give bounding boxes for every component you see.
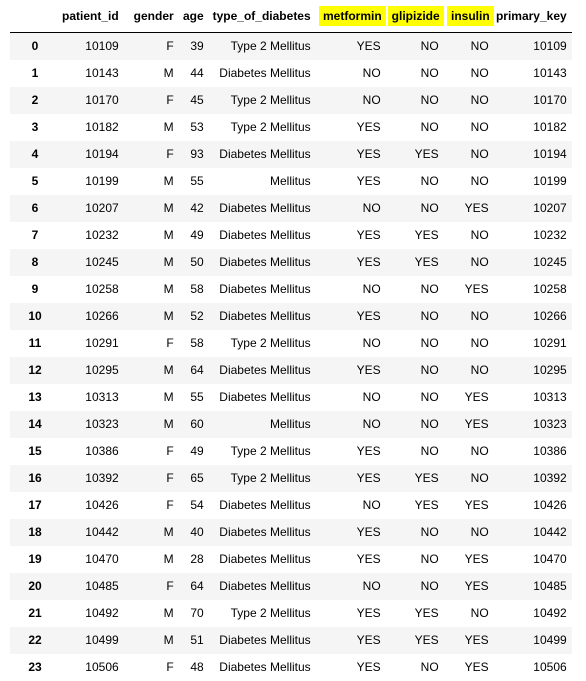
column-header-primary-key <box>494 0 572 32</box>
cell-patient-id: 10492 <box>60 600 124 627</box>
cell-metformin: YES <box>316 627 386 654</box>
cell-age: 64 <box>179 357 209 384</box>
column-header-label: glipizide <box>388 6 444 26</box>
cell-patient-id: 10426 <box>60 492 124 519</box>
cell-metformin: YES <box>316 168 386 195</box>
row-index: 9 <box>10 276 60 303</box>
row-index: 23 <box>10 654 60 681</box>
row-index: 18 <box>10 519 60 546</box>
cell-patient-id: 10266 <box>60 303 124 330</box>
cell-patient-id: 10295 <box>60 357 124 384</box>
cell-metformin: NO <box>316 384 386 411</box>
cell-primary-key: 10207 <box>494 195 572 222</box>
cell-insulin: YES <box>444 627 494 654</box>
cell-age: 45 <box>179 87 209 114</box>
row-index: 10 <box>10 303 60 330</box>
row-index: 20 <box>10 573 60 600</box>
cell-insulin: NO <box>444 519 494 546</box>
cell-patient-id: 10245 <box>60 249 124 276</box>
cell-gender: F <box>124 330 179 357</box>
table-row <box>10 438 572 465</box>
cell-type-of-diabetes: Diabetes Mellitus <box>209 303 316 330</box>
cell-age: 50 <box>179 249 209 276</box>
cell-patient-id: 10258 <box>60 276 124 303</box>
cell-glipizide: NO <box>386 411 444 438</box>
cell-insulin: NO <box>444 60 494 87</box>
cell-age: 55 <box>179 384 209 411</box>
cell-type-of-diabetes: Diabetes Mellitus <box>209 276 316 303</box>
column-header-gender <box>124 0 179 32</box>
cell-glipizide: NO <box>386 438 444 465</box>
cell-type-of-diabetes: Diabetes Mellitus <box>209 573 316 600</box>
table-row <box>10 411 572 438</box>
cell-patient-id: 10291 <box>60 330 124 357</box>
cell-gender: F <box>124 654 179 681</box>
column-header-label: age <box>182 8 204 23</box>
cell-glipizide: YES <box>386 627 444 654</box>
cell-metformin: NO <box>316 60 386 87</box>
cell-age: 49 <box>179 222 209 249</box>
table-row <box>10 32 572 60</box>
header-row <box>10 0 572 32</box>
row-index: 17 <box>10 492 60 519</box>
table-row <box>10 168 572 195</box>
row-index: 21 <box>10 600 60 627</box>
column-header-label: primary_key <box>495 8 567 23</box>
row-index: 19 <box>10 546 60 573</box>
cell-gender: M <box>124 357 179 384</box>
cell-insulin: NO <box>444 249 494 276</box>
cell-metformin: NO <box>316 573 386 600</box>
cell-gender: M <box>124 600 179 627</box>
cell-metformin: NO <box>316 276 386 303</box>
column-header-label: type_of_diabetes <box>212 8 311 23</box>
cell-glipizide: YES <box>386 600 444 627</box>
cell-age: 49 <box>179 438 209 465</box>
cell-gender: M <box>124 519 179 546</box>
table-row <box>10 114 572 141</box>
cell-type-of-diabetes: Diabetes Mellitus <box>209 357 316 384</box>
row-index: 1 <box>10 60 60 87</box>
cell-gender: F <box>124 87 179 114</box>
cell-insulin: NO <box>444 114 494 141</box>
table-row <box>10 600 572 627</box>
cell-insulin: YES <box>444 573 494 600</box>
cell-metformin: NO <box>316 330 386 357</box>
cell-insulin: NO <box>444 438 494 465</box>
cell-type-of-diabetes: Diabetes Mellitus <box>209 60 316 87</box>
cell-patient-id: 10506 <box>60 654 124 681</box>
cell-gender: M <box>124 195 179 222</box>
cell-type-of-diabetes: Diabetes Mellitus <box>209 222 316 249</box>
dataframe-table <box>10 0 572 681</box>
cell-type-of-diabetes: Type 2 Mellitus <box>209 32 316 60</box>
cell-metformin: YES <box>316 32 386 60</box>
cell-glipizide: NO <box>386 654 444 681</box>
cell-type-of-diabetes: Type 2 Mellitus <box>209 465 316 492</box>
table-row <box>10 60 572 87</box>
cell-primary-key: 10386 <box>494 438 572 465</box>
column-header-metformin <box>316 0 386 32</box>
cell-insulin: NO <box>444 357 494 384</box>
column-header-label: metformin <box>319 6 386 26</box>
table-row <box>10 141 572 168</box>
cell-patient-id: 10182 <box>60 114 124 141</box>
cell-primary-key: 10245 <box>494 249 572 276</box>
cell-patient-id: 10170 <box>60 87 124 114</box>
cell-metformin: YES <box>316 546 386 573</box>
cell-primary-key: 10506 <box>494 654 572 681</box>
table-row <box>10 546 572 573</box>
cell-age: 44 <box>179 60 209 87</box>
cell-metformin: NO <box>316 87 386 114</box>
cell-metformin: YES <box>316 303 386 330</box>
cell-metformin: YES <box>316 519 386 546</box>
cell-type-of-diabetes: Diabetes Mellitus <box>209 519 316 546</box>
table-row <box>10 87 572 114</box>
cell-patient-id: 10485 <box>60 573 124 600</box>
cell-insulin: NO <box>444 600 494 627</box>
cell-glipizide: NO <box>386 276 444 303</box>
cell-gender: M <box>124 384 179 411</box>
cell-type-of-diabetes: Diabetes Mellitus <box>209 492 316 519</box>
cell-gender: F <box>124 438 179 465</box>
cell-insulin: NO <box>444 303 494 330</box>
column-header-label: patient_id <box>62 8 119 23</box>
cell-patient-id: 10199 <box>60 168 124 195</box>
table-row <box>10 519 572 546</box>
column-header-label: insulin <box>447 6 494 26</box>
table-body <box>10 32 572 681</box>
cell-gender: M <box>124 303 179 330</box>
cell-glipizide: NO <box>386 87 444 114</box>
cell-type-of-diabetes: Diabetes Mellitus <box>209 249 316 276</box>
cell-gender: M <box>124 114 179 141</box>
cell-type-of-diabetes: Diabetes Mellitus <box>209 195 316 222</box>
cell-patient-id: 10143 <box>60 60 124 87</box>
cell-age: 93 <box>179 141 209 168</box>
cell-glipizide: YES <box>386 465 444 492</box>
scrollbar-track[interactable] <box>578 0 586 664</box>
column-header-age <box>179 0 209 32</box>
cell-insulin: YES <box>444 492 494 519</box>
table-row <box>10 357 572 384</box>
cell-primary-key: 10266 <box>494 303 572 330</box>
row-index: 15 <box>10 438 60 465</box>
cell-metformin: NO <box>316 411 386 438</box>
cell-primary-key: 10170 <box>494 87 572 114</box>
cell-insulin: YES <box>444 195 494 222</box>
row-index: 3 <box>10 114 60 141</box>
cell-primary-key: 10199 <box>494 168 572 195</box>
row-index: 22 <box>10 627 60 654</box>
cell-primary-key: 10109 <box>494 32 572 60</box>
cell-age: 70 <box>179 600 209 627</box>
cell-primary-key: 10194 <box>494 141 572 168</box>
cell-glipizide: NO <box>386 330 444 357</box>
cell-gender: F <box>124 32 179 60</box>
cell-metformin: YES <box>316 654 386 681</box>
row-index: 5 <box>10 168 60 195</box>
cell-patient-id: 10442 <box>60 519 124 546</box>
cell-glipizide: NO <box>386 114 444 141</box>
cell-primary-key: 10426 <box>494 492 572 519</box>
cell-type-of-diabetes: Type 2 Mellitus <box>209 438 316 465</box>
cell-gender: M <box>124 60 179 87</box>
column-header-label: gender <box>133 8 174 23</box>
cell-primary-key: 10485 <box>494 573 572 600</box>
cell-age: 51 <box>179 627 209 654</box>
cell-type-of-diabetes: Mellitus <box>209 411 316 438</box>
cell-metformin: YES <box>316 141 386 168</box>
table-row <box>10 330 572 357</box>
cell-patient-id: 10194 <box>60 141 124 168</box>
cell-age: 28 <box>179 546 209 573</box>
cell-metformin: NO <box>316 195 386 222</box>
table-row <box>10 303 572 330</box>
column-header-insulin <box>444 0 494 32</box>
cell-primary-key: 10470 <box>494 546 572 573</box>
cell-age: 42 <box>179 195 209 222</box>
cell-gender: M <box>124 546 179 573</box>
cell-primary-key: 10182 <box>494 114 572 141</box>
table-header <box>10 0 572 32</box>
cell-type-of-diabetes: Diabetes Mellitus <box>209 384 316 411</box>
table-row <box>10 195 572 222</box>
table-row <box>10 465 572 492</box>
row-index: 4 <box>10 141 60 168</box>
column-header-type-of-diabetes <box>209 0 316 32</box>
cell-metformin: YES <box>316 249 386 276</box>
cell-glipizide: NO <box>386 573 444 600</box>
cell-insulin: YES <box>444 546 494 573</box>
cell-type-of-diabetes: Type 2 Mellitus <box>209 87 316 114</box>
cell-insulin: NO <box>444 168 494 195</box>
cell-glipizide: NO <box>386 60 444 87</box>
cell-insulin: NO <box>444 141 494 168</box>
row-index: 8 <box>10 249 60 276</box>
row-index: 11 <box>10 330 60 357</box>
cell-primary-key: 10392 <box>494 465 572 492</box>
cell-primary-key: 10442 <box>494 519 572 546</box>
cell-type-of-diabetes: Type 2 Mellitus <box>209 600 316 627</box>
cell-primary-key: 10492 <box>494 600 572 627</box>
cell-glipizide: NO <box>386 384 444 411</box>
table-row <box>10 654 572 681</box>
row-index: 12 <box>10 357 60 384</box>
cell-patient-id: 10207 <box>60 195 124 222</box>
cell-insulin: NO <box>444 32 494 60</box>
cell-gender: F <box>124 141 179 168</box>
cell-glipizide: YES <box>386 141 444 168</box>
cell-age: 48 <box>179 654 209 681</box>
cell-metformin: YES <box>316 465 386 492</box>
cell-glipizide: NO <box>386 168 444 195</box>
cell-primary-key: 10232 <box>494 222 572 249</box>
cell-patient-id: 10392 <box>60 465 124 492</box>
cell-type-of-diabetes: Type 2 Mellitus <box>209 114 316 141</box>
table-row <box>10 573 572 600</box>
table-row <box>10 249 572 276</box>
cell-age: 39 <box>179 32 209 60</box>
cell-type-of-diabetes: Diabetes Mellitus <box>209 141 316 168</box>
row-index: 7 <box>10 222 60 249</box>
cell-type-of-diabetes: Diabetes Mellitus <box>209 546 316 573</box>
cell-insulin: NO <box>444 87 494 114</box>
table-row <box>10 492 572 519</box>
cell-age: 64 <box>179 573 209 600</box>
cell-gender: M <box>124 168 179 195</box>
cell-patient-id: 10386 <box>60 438 124 465</box>
cell-metformin: YES <box>316 357 386 384</box>
cell-glipizide: YES <box>386 249 444 276</box>
cell-glipizide: NO <box>386 303 444 330</box>
cell-primary-key: 10295 <box>494 357 572 384</box>
cell-gender: M <box>124 627 179 654</box>
cell-type-of-diabetes: Diabetes Mellitus <box>209 627 316 654</box>
cell-glipizide: YES <box>386 492 444 519</box>
cell-glipizide: YES <box>386 222 444 249</box>
cell-glipizide: NO <box>386 546 444 573</box>
cell-age: 60 <box>179 411 209 438</box>
cell-primary-key: 10258 <box>494 276 572 303</box>
column-header-glipizide <box>386 0 444 32</box>
cell-insulin: YES <box>444 411 494 438</box>
cell-metformin: YES <box>316 114 386 141</box>
cell-metformin: YES <box>316 438 386 465</box>
cell-glipizide: NO <box>386 32 444 60</box>
cell-metformin: YES <box>316 600 386 627</box>
cell-glipizide: NO <box>386 357 444 384</box>
cell-patient-id: 10313 <box>60 384 124 411</box>
cell-primary-key: 10291 <box>494 330 572 357</box>
row-index: 2 <box>10 87 60 114</box>
column-header-patient-id <box>60 0 124 32</box>
cell-patient-id: 10109 <box>60 32 124 60</box>
cell-patient-id: 10323 <box>60 411 124 438</box>
cell-age: 52 <box>179 303 209 330</box>
cell-type-of-diabetes: Mellitus <box>209 168 316 195</box>
cell-age: 54 <box>179 492 209 519</box>
cell-insulin: NO <box>444 465 494 492</box>
cell-primary-key: 10313 <box>494 384 572 411</box>
cell-age: 53 <box>179 114 209 141</box>
cell-insulin: YES <box>444 276 494 303</box>
cell-primary-key: 10499 <box>494 627 572 654</box>
cell-patient-id: 10499 <box>60 627 124 654</box>
cell-primary-key: 10143 <box>494 60 572 87</box>
cell-insulin: YES <box>444 654 494 681</box>
cell-gender: M <box>124 276 179 303</box>
cell-age: 58 <box>179 330 209 357</box>
cell-gender: M <box>124 249 179 276</box>
cell-age: 40 <box>179 519 209 546</box>
cell-patient-id: 10232 <box>60 222 124 249</box>
cell-age: 58 <box>179 276 209 303</box>
cell-type-of-diabetes: Diabetes Mellitus <box>209 654 316 681</box>
row-index: 13 <box>10 384 60 411</box>
cell-gender: M <box>124 411 179 438</box>
table-row <box>10 222 572 249</box>
cell-age: 65 <box>179 465 209 492</box>
table-row <box>10 627 572 654</box>
cell-gender: F <box>124 573 179 600</box>
row-index: 0 <box>10 32 60 60</box>
row-index: 6 <box>10 195 60 222</box>
row-index: 16 <box>10 465 60 492</box>
cell-gender: F <box>124 492 179 519</box>
cell-metformin: NO <box>316 492 386 519</box>
cell-glipizide: NO <box>386 195 444 222</box>
cell-insulin: NO <box>444 222 494 249</box>
cell-type-of-diabetes: Type 2 Mellitus <box>209 330 316 357</box>
cell-primary-key: 10323 <box>494 411 572 438</box>
cell-patient-id: 10470 <box>60 546 124 573</box>
row-index: 14 <box>10 411 60 438</box>
cell-insulin: YES <box>444 384 494 411</box>
table-row <box>10 276 572 303</box>
cell-age: 55 <box>179 168 209 195</box>
cell-metformin: YES <box>316 222 386 249</box>
cell-gender: M <box>124 222 179 249</box>
cell-glipizide: NO <box>386 519 444 546</box>
table-row <box>10 384 572 411</box>
cell-gender: F <box>124 465 179 492</box>
cell-insulin: NO <box>444 330 494 357</box>
index-header <box>10 0 60 32</box>
